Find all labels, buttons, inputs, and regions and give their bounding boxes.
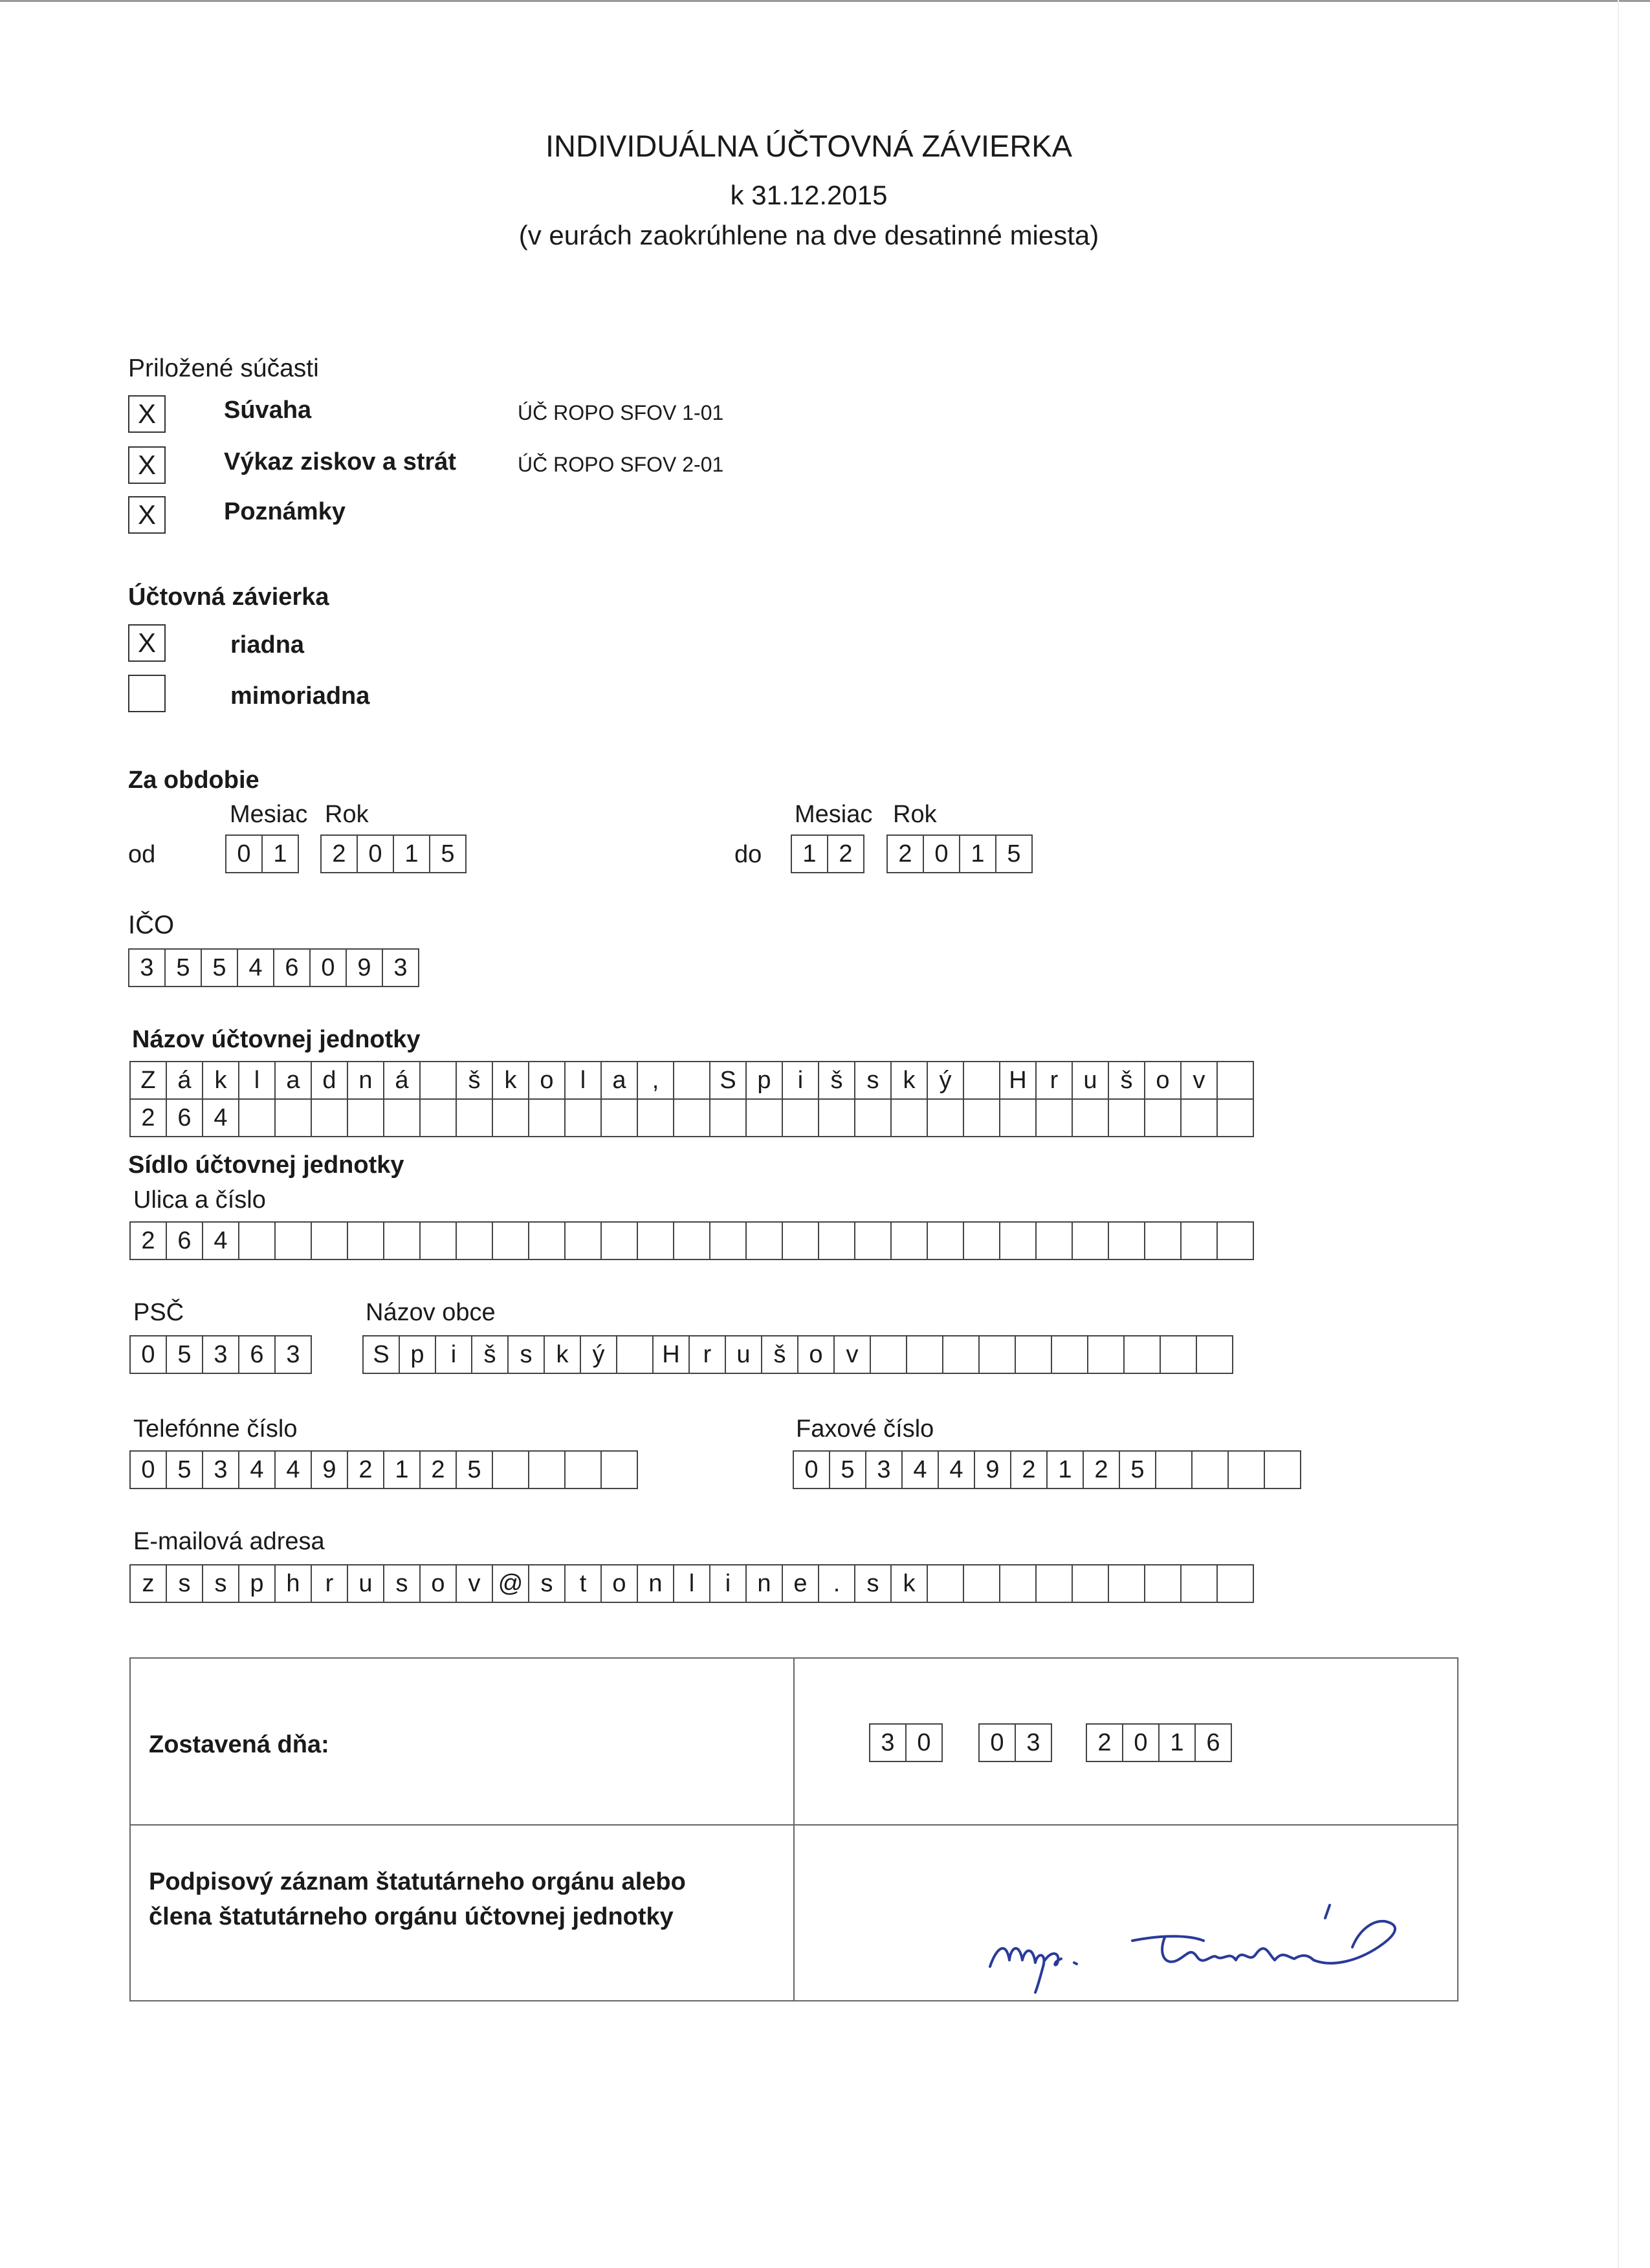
char-cell: [274, 1098, 312, 1137]
char-cell: s: [383, 1564, 421, 1603]
char-cell: Z: [129, 1061, 167, 1100]
char-cell: [528, 1221, 566, 1260]
char-cell: [1108, 1564, 1145, 1603]
char-cell: [528, 1450, 566, 1489]
char-cell: i: [709, 1564, 747, 1603]
char-cell: [564, 1450, 602, 1489]
char-cell: 4: [202, 1098, 239, 1137]
char-cell: .: [818, 1564, 855, 1603]
char-cell: [274, 1221, 312, 1260]
cell-row: [362, 1335, 1233, 1374]
char-cell: 2: [1083, 1450, 1120, 1489]
char-cell: [999, 1564, 1037, 1603]
char-cell: [564, 1221, 602, 1260]
date-line: k 31.12.2015: [730, 180, 888, 210]
char-cell: [1180, 1564, 1218, 1603]
char-cell: k: [202, 1061, 239, 1100]
fax-field[interactable]: [793, 1450, 1301, 1489]
from-month-label: Mesiac: [230, 801, 308, 828]
char-cell: [963, 1221, 1000, 1260]
char-cell: [347, 1221, 384, 1260]
char-cell: s: [854, 1564, 892, 1603]
char-cell: d: [311, 1061, 348, 1100]
char-cell: 5: [456, 1450, 493, 1489]
town-label: Názov obce: [366, 1299, 496, 1326]
char-cell: [963, 1098, 1000, 1137]
char-cell: [673, 1221, 710, 1260]
char-cell: [419, 1098, 457, 1137]
char-cell: [311, 1098, 348, 1137]
char-cell: [942, 1335, 980, 1374]
char-cell: e: [782, 1564, 819, 1603]
cell-row: [791, 834, 864, 873]
char-cell: [745, 1221, 783, 1260]
attachments-heading: Priložené súčasti: [128, 354, 319, 382]
char-cell: 3: [202, 1450, 239, 1489]
char-cell: t: [564, 1564, 602, 1603]
char-cell: 3: [865, 1450, 903, 1489]
char-cell: 4: [237, 948, 274, 987]
char-cell: 1: [959, 834, 996, 873]
char-cell: [419, 1221, 457, 1260]
char-cell: [1144, 1098, 1182, 1137]
char-cell: 0: [793, 1450, 830, 1489]
char-cell: [238, 1098, 276, 1137]
char-cell: [492, 1450, 529, 1489]
char-cell: 2: [1086, 1723, 1123, 1762]
char-cell: [238, 1221, 276, 1260]
cell-row: [129, 1061, 1254, 1100]
char-cell: r: [311, 1564, 348, 1603]
cell-row: [978, 1723, 1052, 1762]
char-cell: 6: [1194, 1723, 1232, 1762]
cell-row: [129, 1450, 638, 1489]
char-cell: [673, 1061, 710, 1100]
char-cell: 3: [869, 1723, 907, 1762]
char-cell: [600, 1450, 638, 1489]
char-cell: [1264, 1450, 1301, 1489]
char-cell: [963, 1061, 1000, 1100]
mimoriadna-checkbox[interactable]: [128, 675, 166, 712]
char-cell: o: [797, 1335, 835, 1374]
char-cell: [637, 1098, 674, 1137]
ico-field[interactable]: [128, 948, 419, 987]
char-cell: s: [507, 1335, 545, 1374]
char-cell: 3: [382, 948, 419, 987]
char-cell: [528, 1098, 566, 1137]
char-cell: s: [166, 1564, 203, 1603]
char-cell: r: [1035, 1061, 1073, 1100]
char-cell: [1144, 1564, 1182, 1603]
char-cell: o: [600, 1564, 638, 1603]
char-cell: 4: [274, 1450, 312, 1489]
char-cell: [854, 1098, 892, 1137]
statement-type-heading: Účtovná závierka: [128, 583, 329, 611]
char-cell: 4: [202, 1221, 239, 1260]
char-cell: 1: [791, 834, 828, 873]
char-cell: 2: [320, 834, 358, 873]
from-month-field[interactable]: [225, 834, 299, 873]
char-cell: [492, 1221, 529, 1260]
cell-row: [225, 834, 299, 873]
entity-name-field[interactable]: [129, 1061, 1254, 1137]
char-cell: [999, 1221, 1037, 1260]
char-cell: 4: [938, 1450, 975, 1489]
char-cell: n: [637, 1564, 674, 1603]
char-cell: 2: [1010, 1450, 1048, 1489]
char-cell: š: [818, 1061, 855, 1100]
char-cell: n: [745, 1564, 783, 1603]
char-cell: [978, 1335, 1016, 1374]
cell-row: [1086, 1723, 1232, 1762]
char-cell: [1108, 1098, 1145, 1137]
char-cell: k: [890, 1564, 928, 1603]
char-cell: [1035, 1221, 1073, 1260]
vykaz-label: Výkaz ziskov a strát: [224, 448, 457, 475]
suvaha-code: ÚČ ROPO SFOV 1-01: [518, 401, 724, 424]
char-cell: [492, 1098, 529, 1137]
char-cell: [383, 1221, 421, 1260]
char-cell: [1072, 1564, 1109, 1603]
from-year-field[interactable]: [320, 834, 467, 873]
char-cell: [383, 1098, 421, 1137]
char-cell: [818, 1221, 855, 1260]
char-cell: o: [419, 1564, 457, 1603]
char-cell: 1: [383, 1450, 421, 1489]
char-cell: 2: [827, 834, 864, 873]
scan-right-edge: [1618, 0, 1619, 2268]
char-cell: [927, 1564, 964, 1603]
char-cell: [1035, 1098, 1073, 1137]
table-divider-horizontal: [129, 1824, 1458, 1826]
cell-row: [129, 1221, 1254, 1260]
char-cell: 4: [238, 1450, 276, 1489]
phone-label: Telefónne číslo: [133, 1415, 298, 1443]
riadna-checkbox[interactable]: X: [128, 624, 166, 662]
char-cell: p: [238, 1564, 276, 1603]
signature-label-line1: Podpisový záznam štatutárneho orgánu alebo: [149, 1868, 686, 1895]
char-cell: z: [129, 1564, 167, 1603]
cell-row: [793, 1450, 1301, 1489]
char-cell: [906, 1335, 943, 1374]
char-cell: [1216, 1061, 1254, 1100]
char-cell: [1051, 1335, 1088, 1374]
char-cell: 5: [829, 1450, 866, 1489]
riadna-label: riadna: [230, 631, 305, 659]
char-cell: v: [833, 1335, 871, 1374]
char-cell: u: [725, 1335, 762, 1374]
char-cell: 3: [202, 1335, 239, 1374]
char-cell: 2: [129, 1221, 167, 1260]
char-cell: 5: [1119, 1450, 1156, 1489]
char-cell: 5: [166, 1335, 203, 1374]
char-cell: [870, 1335, 907, 1374]
char-cell: 2: [129, 1098, 167, 1137]
char-cell: s: [854, 1061, 892, 1100]
char-cell: [600, 1221, 638, 1260]
char-cell: [600, 1098, 638, 1137]
char-cell: 1: [261, 834, 299, 873]
char-cell: [1072, 1221, 1109, 1260]
char-cell: [1035, 1564, 1073, 1603]
currency-note: (v eurách zaokrúhlene na dve desatinné miesta): [518, 220, 1099, 250]
char-cell: l: [564, 1061, 602, 1100]
char-cell: 5: [995, 834, 1033, 873]
char-cell: [1108, 1221, 1145, 1260]
char-cell: [347, 1098, 384, 1137]
char-cell: n: [347, 1061, 384, 1100]
cell-row: [128, 948, 419, 987]
psc-field[interactable]: [129, 1335, 312, 1374]
from-year-label: Rok: [325, 801, 369, 828]
char-cell: 0: [978, 1723, 1016, 1762]
char-cell: 3: [128, 948, 166, 987]
signature-label-line2: člena štatutárneho orgánu účtovnej jednotky: [149, 1903, 674, 1930]
char-cell: 1: [1046, 1450, 1084, 1489]
char-cell: [564, 1098, 602, 1137]
char-cell: [854, 1221, 892, 1260]
char-cell: 9: [311, 1450, 348, 1489]
cell-row: [129, 1098, 1254, 1137]
compiled-label: Zostavená dňa:: [149, 1731, 329, 1758]
compiled-day-field[interactable]: [869, 1723, 943, 1762]
street-field[interactable]: [129, 1221, 1254, 1260]
char-cell: [456, 1098, 493, 1137]
mimoriadna-label: mimoriadna: [230, 682, 370, 710]
char-cell: 9: [346, 948, 383, 987]
char-cell: 5: [166, 1450, 203, 1489]
char-cell: [1144, 1221, 1182, 1260]
to-month-field[interactable]: [791, 834, 864, 873]
to-month-label: Mesiac: [795, 801, 873, 828]
cell-row: [129, 1335, 312, 1374]
char-cell: o: [1144, 1061, 1182, 1100]
char-cell: p: [399, 1335, 436, 1374]
cell-row: [320, 834, 467, 873]
char-cell: [927, 1221, 964, 1260]
suvaha-checkbox[interactable]: X: [128, 395, 166, 433]
table-divider-vertical: [793, 1657, 795, 2001]
char-cell: [1160, 1335, 1197, 1374]
char-cell: k: [544, 1335, 581, 1374]
char-cell: 0: [129, 1450, 167, 1489]
char-cell: S: [709, 1061, 747, 1100]
vykaz-checkbox[interactable]: X: [128, 446, 166, 484]
char-cell: [456, 1221, 493, 1260]
char-cell: 0: [309, 948, 347, 987]
char-cell: 3: [1015, 1723, 1052, 1762]
fax-label: Faxové číslo: [796, 1415, 934, 1443]
cell-row: [129, 1564, 1254, 1603]
char-cell: ,: [637, 1061, 674, 1100]
char-cell: H: [999, 1061, 1037, 1100]
char-cell: 6: [166, 1098, 203, 1137]
char-cell: l: [673, 1564, 710, 1603]
char-cell: 4: [901, 1450, 939, 1489]
char-cell: 0: [923, 834, 960, 873]
compiled-year-field[interactable]: [1086, 1723, 1232, 1762]
char-cell: [782, 1221, 819, 1260]
char-cell: 1: [393, 834, 430, 873]
psc-label: PSČ: [133, 1299, 184, 1326]
char-cell: [890, 1221, 928, 1260]
poznamky-label: Poznámky: [224, 498, 346, 525]
scan-top-border: [0, 0, 1650, 2]
char-cell: 6: [238, 1335, 276, 1374]
ico-label: IČO: [128, 911, 175, 939]
char-cell: u: [1072, 1061, 1109, 1100]
char-cell: 0: [357, 834, 394, 873]
char-cell: 3: [274, 1335, 312, 1374]
char-cell: [927, 1098, 964, 1137]
street-label: Ulica a číslo: [133, 1186, 266, 1214]
char-cell: 0: [129, 1335, 167, 1374]
char-cell: [709, 1221, 747, 1260]
char-cell: 6: [273, 948, 311, 987]
char-cell: 2: [419, 1450, 457, 1489]
char-cell: [1196, 1335, 1233, 1374]
char-cell: a: [274, 1061, 312, 1100]
char-cell: 5: [164, 948, 202, 987]
char-cell: [782, 1098, 819, 1137]
char-cell: 5: [429, 834, 467, 873]
char-cell: [818, 1098, 855, 1137]
char-cell: [1087, 1335, 1125, 1374]
from-label: od: [128, 841, 156, 868]
char-cell: [311, 1221, 348, 1260]
handwritten-signature: [971, 1895, 1436, 1999]
char-cell: [745, 1098, 783, 1137]
entity-name-label: Názov účtovnej jednotky: [132, 1026, 421, 1053]
char-cell: [1180, 1098, 1218, 1137]
char-cell: @: [492, 1564, 529, 1603]
char-cell: [963, 1564, 1000, 1603]
cell-row: [869, 1723, 943, 1762]
page-title: INDIVIDUÁLNA ÚČTOVNÁ ZÁVIERKA: [545, 129, 1072, 163]
char-cell: a: [600, 1061, 638, 1100]
char-cell: k: [890, 1061, 928, 1100]
char-cell: [1015, 1335, 1052, 1374]
to-year-field[interactable]: [886, 834, 1033, 873]
char-cell: S: [362, 1335, 400, 1374]
char-cell: [1216, 1564, 1254, 1603]
char-cell: h: [274, 1564, 312, 1603]
char-cell: [1216, 1098, 1254, 1137]
char-cell: r: [688, 1335, 726, 1374]
char-cell: s: [528, 1564, 566, 1603]
char-cell: o: [528, 1061, 566, 1100]
char-cell: [709, 1098, 747, 1137]
char-cell: i: [435, 1335, 472, 1374]
suvaha-label: Súvaha: [224, 397, 312, 424]
char-cell: [616, 1335, 654, 1374]
seat-label: Sídlo účtovnej jednotky: [128, 1151, 404, 1179]
char-cell: 1: [1158, 1723, 1196, 1762]
char-cell: á: [383, 1061, 421, 1100]
char-cell: 6: [166, 1221, 203, 1260]
char-cell: [1155, 1450, 1193, 1489]
to-year-label: Rok: [893, 801, 937, 828]
char-cell: 5: [201, 948, 238, 987]
char-cell: 0: [225, 834, 263, 873]
char-cell: š: [471, 1335, 509, 1374]
char-cell: 2: [347, 1450, 384, 1489]
char-cell: [1123, 1335, 1161, 1374]
char-cell: s: [202, 1564, 239, 1603]
char-cell: š: [456, 1061, 493, 1100]
char-cell: á: [166, 1061, 203, 1100]
char-cell: š: [1108, 1061, 1145, 1100]
to-label: do: [734, 841, 762, 868]
char-cell: [1191, 1450, 1229, 1489]
char-cell: ý: [580, 1335, 617, 1374]
char-cell: l: [238, 1061, 276, 1100]
poznamky-checkbox[interactable]: X: [128, 496, 166, 534]
char-cell: u: [347, 1564, 384, 1603]
char-cell: 0: [905, 1723, 943, 1762]
char-cell: [890, 1098, 928, 1137]
char-cell: k: [492, 1061, 529, 1100]
char-cell: [1216, 1221, 1254, 1260]
email-field[interactable]: [129, 1564, 1254, 1603]
char-cell: i: [782, 1061, 819, 1100]
char-cell: 2: [886, 834, 924, 873]
char-cell: [999, 1098, 1037, 1137]
compiled-month-field[interactable]: [978, 1723, 1052, 1762]
vykaz-code: ÚČ ROPO SFOV 2-01: [518, 453, 724, 476]
char-cell: v: [456, 1564, 493, 1603]
period-heading: Za obdobie: [128, 767, 259, 794]
char-cell: [1072, 1098, 1109, 1137]
email-label: E-mailová adresa: [133, 1528, 325, 1555]
char-cell: [1227, 1450, 1265, 1489]
char-cell: 9: [974, 1450, 1011, 1489]
char-cell: ý: [927, 1061, 964, 1100]
town-field[interactable]: [362, 1335, 1233, 1374]
char-cell: 0: [1122, 1723, 1160, 1762]
char-cell: [637, 1221, 674, 1260]
cell-row: [886, 834, 1033, 873]
char-cell: v: [1180, 1061, 1218, 1100]
char-cell: [673, 1098, 710, 1137]
char-cell: [1180, 1221, 1218, 1260]
char-cell: š: [761, 1335, 798, 1374]
char-cell: p: [745, 1061, 783, 1100]
char-cell: H: [652, 1335, 690, 1374]
phone-field[interactable]: [129, 1450, 638, 1489]
char-cell: [419, 1061, 457, 1100]
